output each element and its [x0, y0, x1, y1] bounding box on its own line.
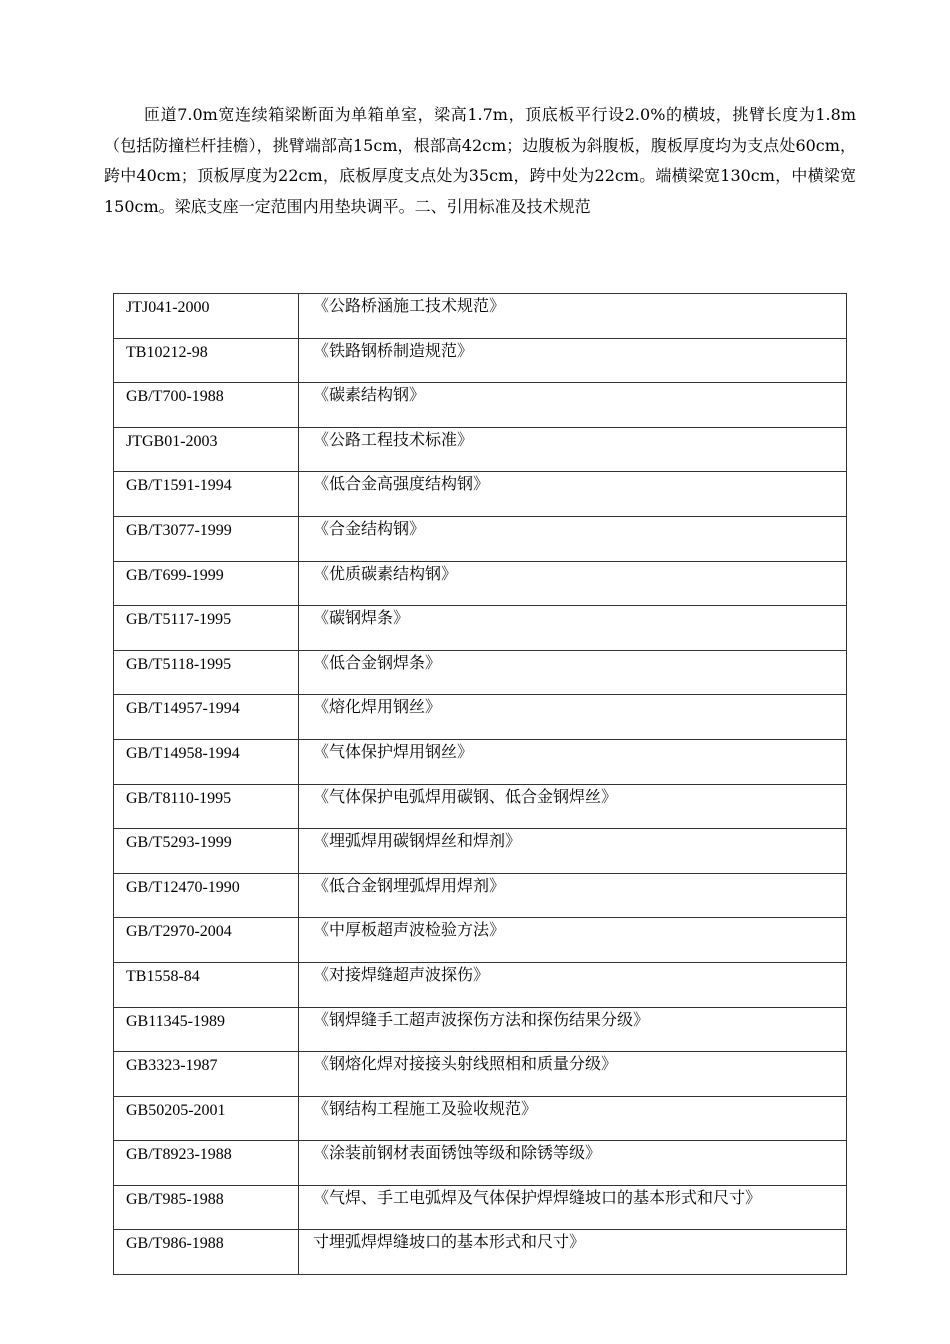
table-row: [114, 1096, 847, 1141]
table-row: [114, 338, 847, 383]
standard-title: 《气体保护电弧焊用碳钢、低合金钢焊丝》: [313, 786, 618, 806]
standard-code: GB/T699-1999: [114, 561, 299, 606]
standard-title-cell: [299, 739, 847, 784]
standard-title: 《钢焊缝手工超声波探伤方法和探伤结果分级》: [313, 1009, 650, 1029]
standard-code: GB11345-1989: [114, 1007, 299, 1052]
table-row: [114, 561, 847, 606]
table-row: [114, 427, 847, 472]
standard-code: GB/T5117-1995: [114, 606, 299, 651]
standard-title-cell: [299, 1096, 847, 1141]
standard-title-cell: [299, 1230, 847, 1275]
standard-code: JTJ041-2000: [114, 294, 299, 339]
standard-code: GB/T985-1988: [114, 1185, 299, 1230]
table-row: [114, 1141, 847, 1186]
standard-title-cell: [299, 472, 847, 517]
standard-code: GB/T5118-1995: [114, 650, 299, 695]
table-row: [114, 516, 847, 561]
standard-title-cell: [299, 338, 847, 383]
table-row: [114, 1052, 847, 1097]
standard-code: GB3323-1987: [114, 1052, 299, 1097]
table-row: [114, 739, 847, 784]
standard-title-cell: [299, 829, 847, 874]
standard-title: 《低合金高强度结构钢》: [313, 474, 490, 494]
standard-title: 《低合金钢埋弧焊用焊剂》: [313, 875, 506, 895]
table-row: [114, 294, 847, 339]
standard-code: GB/T14957-1994: [114, 695, 299, 740]
standard-code: GB/T986-1988: [114, 1230, 299, 1275]
standard-title-cell: [299, 606, 847, 651]
standard-title-cell: [299, 784, 847, 829]
standard-title: 《涂装前钢材表面锈蚀等级和除锈等级》: [313, 1143, 602, 1163]
table-row: [114, 383, 847, 428]
table-row: [114, 784, 847, 829]
table-row: [114, 695, 847, 740]
table-row: [114, 1230, 847, 1275]
standard-code: GB/T1591-1994: [114, 472, 299, 517]
standard-title-cell: [299, 561, 847, 606]
intro-paragraph: 匝道7.0m宽连续箱梁断面为单箱单室，梁高1.7m，顶底板平行设2.0%的横坡，挑臂长度为1.8m（包括防撞栏杆挂檐），挑臂端部高15cm，根部高42cm；边腹板为斜腹板，腹板厚度均为支点处60cm，跨中40cm；顶板厚度为22cm，底板厚度支点处为35cm，跨中处为22cm。端横梁宽130cm，中横梁宽150cm。梁底支座一定范围内用垫块调平。二、引用标准及技术规范: [104, 105, 856, 216]
table-row: [114, 606, 847, 651]
standard-title-cell: [299, 1007, 847, 1052]
standard-title-cell: [299, 650, 847, 695]
standard-code: GB/T8923-1988: [114, 1141, 299, 1186]
standard-code: GB/T8110-1995: [114, 784, 299, 829]
standard-code: TB1558-84: [114, 962, 299, 1007]
standard-code: GB/T5293-1999: [114, 829, 299, 874]
standard-code: JTGB01-2003: [114, 427, 299, 472]
standards-table: [113, 293, 847, 1275]
standard-title: 《熔化焊用钢丝》: [313, 697, 442, 717]
standard-code: GB/T12470-1990: [114, 873, 299, 918]
table-row: [114, 1185, 847, 1230]
standard-code: TB10212-98: [114, 338, 299, 383]
standard-title: 《对接焊缝超声波探伤》: [313, 964, 490, 984]
standard-title-cell: [299, 427, 847, 472]
standard-title: 《优质碳素结构钢》: [313, 563, 458, 583]
table-row: [114, 873, 847, 918]
standard-title: 《钢熔化焊对接接头射线照相和质量分级》: [313, 1054, 618, 1074]
standard-title: 《埋弧焊用碳钢焊丝和焊剂》: [313, 831, 522, 851]
standard-title-cell: [299, 1185, 847, 1230]
standard-title: 《中厚板超声波检验方法》: [313, 920, 506, 940]
standards-table-body: [114, 294, 847, 1275]
standard-title: 《碳素结构钢》: [313, 385, 426, 405]
standard-title-cell: [299, 695, 847, 740]
standard-title: 《公路工程技术标准》: [313, 429, 474, 449]
table-row: [114, 918, 847, 963]
standard-title: 《公路桥涵施工技术规范》: [313, 296, 506, 315]
standard-title: 《气焊、手工电弧焊及气体保护焊焊缝坡口的基本形式和尺寸》: [313, 1187, 762, 1207]
standard-title-cell: [299, 383, 847, 428]
table-row: [114, 1007, 847, 1052]
table-row: [114, 650, 847, 695]
standard-title: 《气体保护焊用钢丝》: [313, 741, 474, 761]
standard-title: 《钢结构工程施工及验收规范》: [313, 1098, 538, 1118]
standard-title: 《碳钢焊条》: [313, 608, 410, 628]
standard-code: GB/T14958-1994: [114, 739, 299, 784]
standard-title-cell: [299, 873, 847, 918]
standard-title-cell: [299, 918, 847, 963]
table-row: [114, 472, 847, 517]
standard-code: GB/T2970-2004: [114, 918, 299, 963]
standard-title: 《铁路钢桥制造规范》: [313, 340, 474, 360]
standard-title-cell: [299, 516, 847, 561]
standard-title: 寸埋弧焊焊缝坡口的基本形式和尺寸》: [313, 1232, 586, 1252]
table-row: [114, 962, 847, 1007]
standard-code: GB50205-2001: [114, 1096, 299, 1141]
standard-code: GB/T3077-1999: [114, 516, 299, 561]
standard-title-cell: [299, 1052, 847, 1097]
standard-title: 《合金结构钢》: [313, 518, 426, 538]
standard-title-cell: [299, 962, 847, 1007]
standard-title: 《低合金钢焊条》: [313, 652, 442, 672]
table-row: [114, 829, 847, 874]
standard-title-cell: [299, 294, 847, 339]
standard-title-cell: [299, 1141, 847, 1186]
standard-code: GB/T700-1988: [114, 383, 299, 428]
